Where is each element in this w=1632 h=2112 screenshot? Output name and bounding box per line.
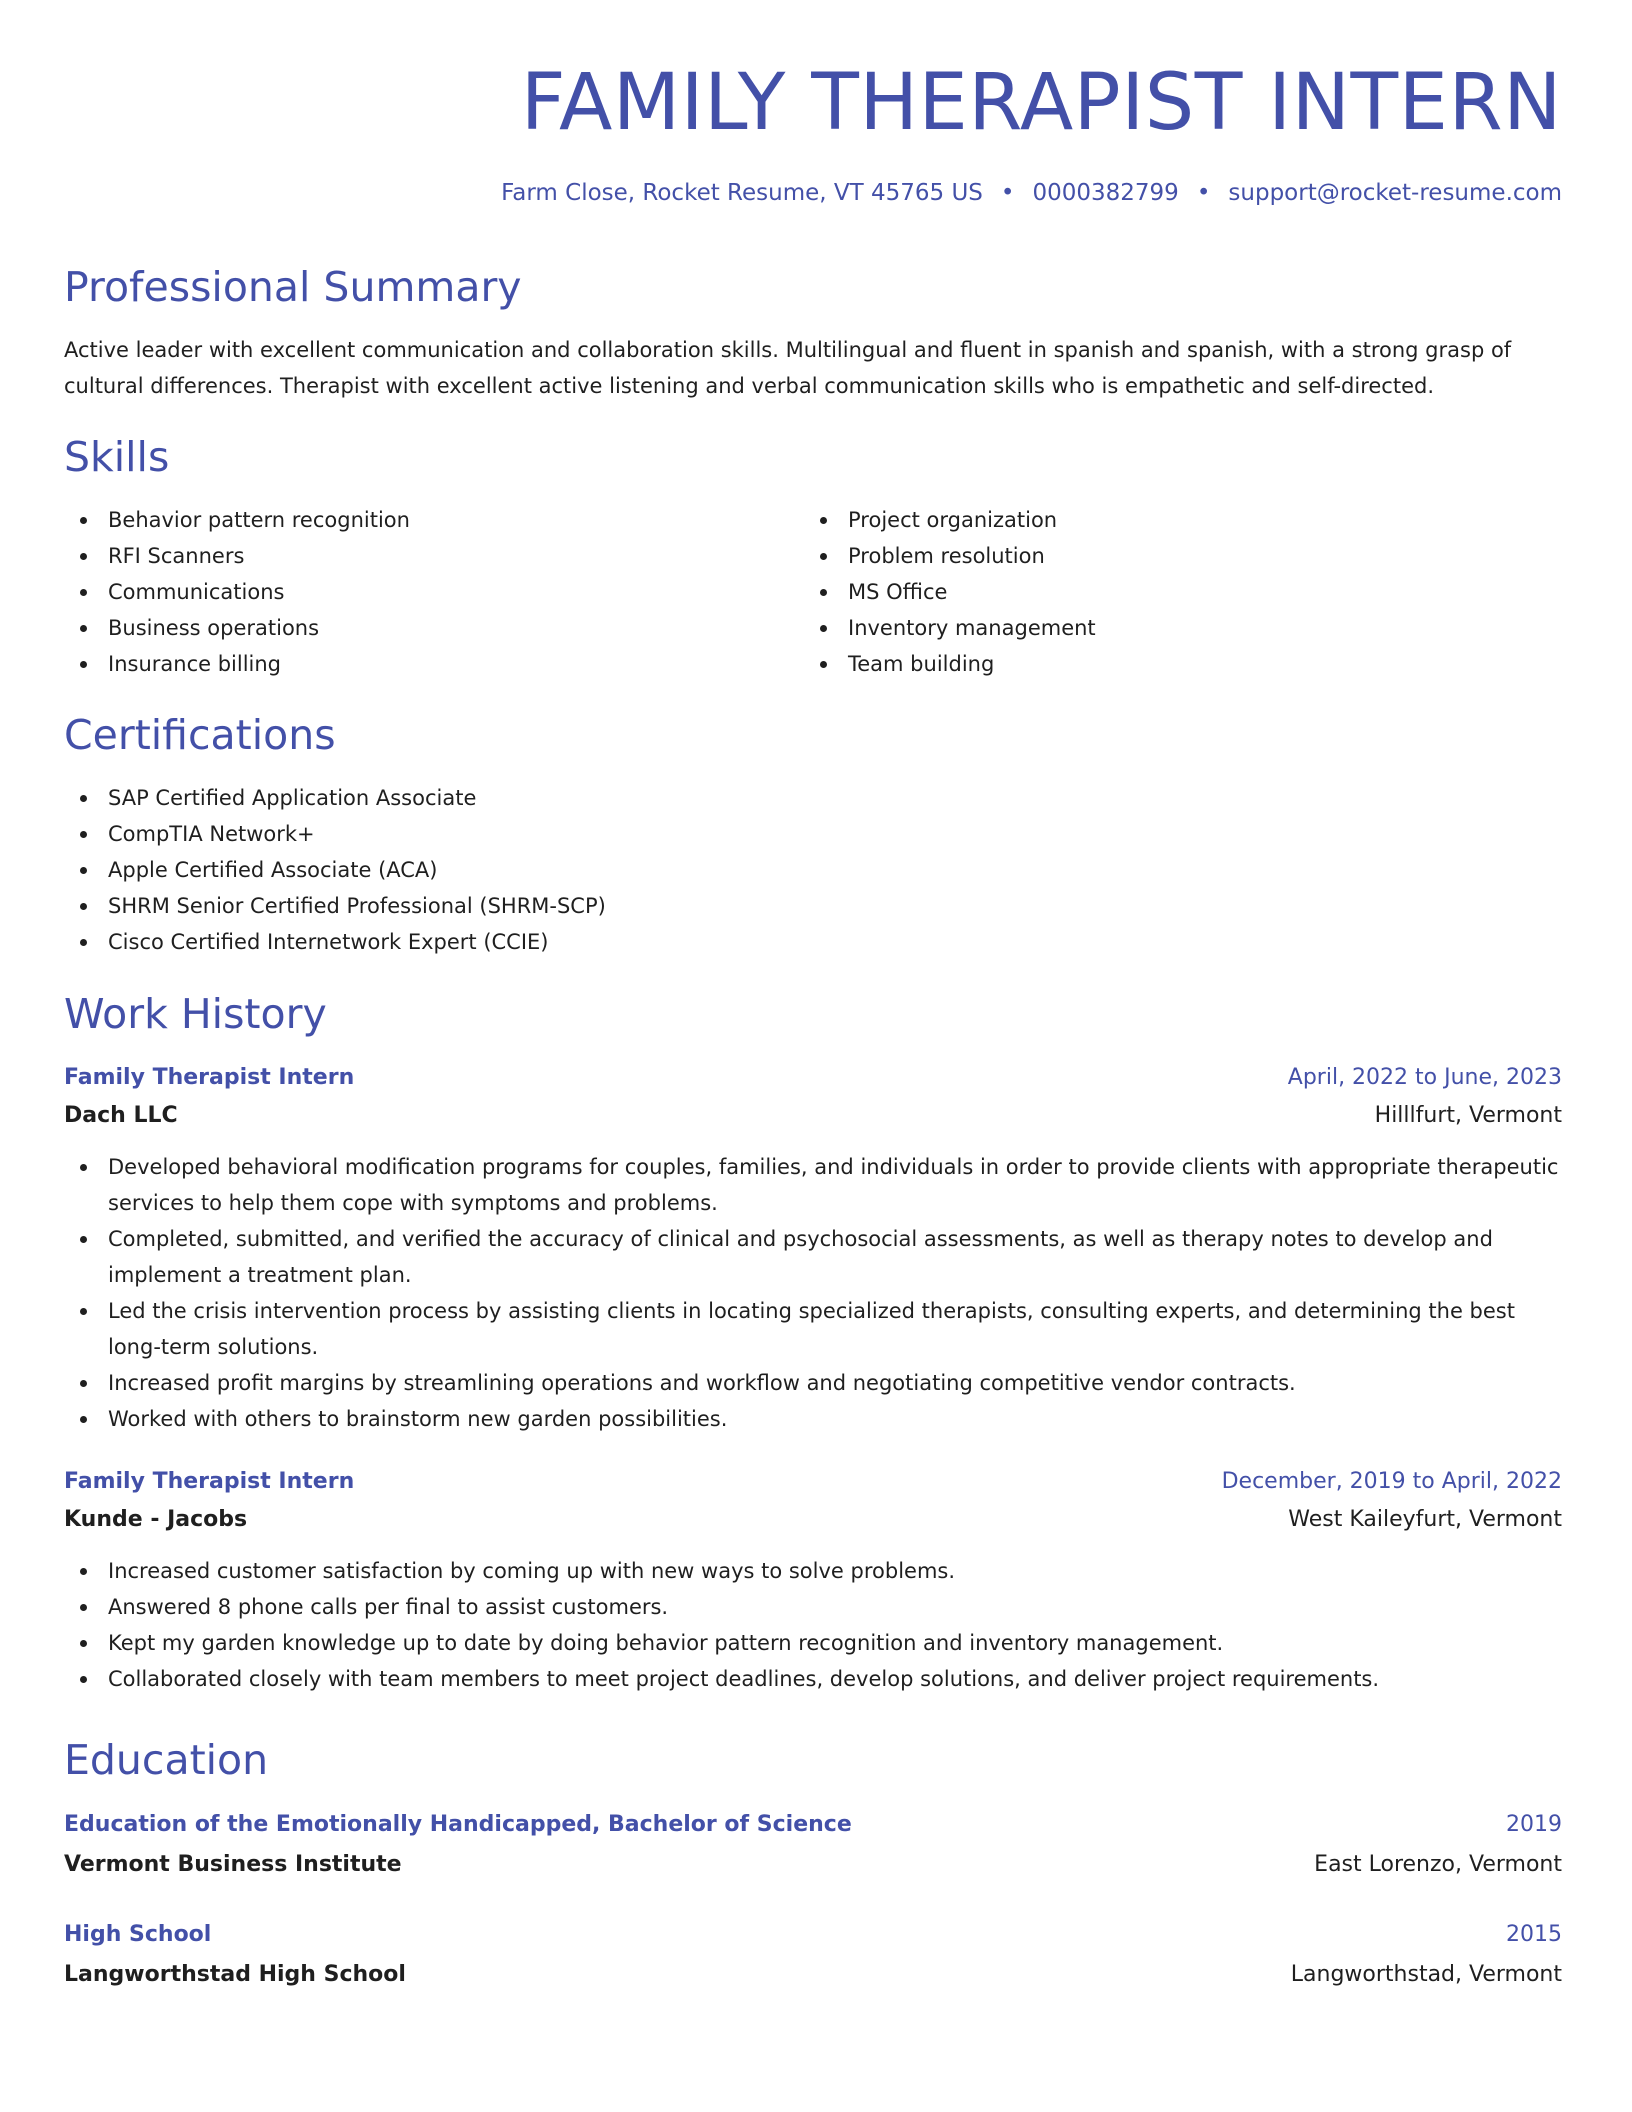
education-school-row bbox=[64, 1955, 1562, 1995]
skill-item: Project organization bbox=[804, 502, 1544, 538]
contact-address: Farm Close, Rocket Resume, VT 45765 US bbox=[501, 180, 983, 206]
skill-item: Inventory management bbox=[804, 610, 1544, 646]
job-title: Family Therapist Intern bbox=[64, 1469, 355, 1494]
resume-title: FAMILY THERAPIST INTERN bbox=[520, 58, 1562, 148]
certification-item: SAP Certified Application Associate bbox=[64, 780, 1562, 816]
skills-left-column bbox=[64, 502, 804, 682]
job-header-row bbox=[64, 1463, 1562, 1501]
job-title: Family Therapist Intern bbox=[64, 1065, 355, 1090]
summary-heading: Professional Summary bbox=[64, 263, 522, 311]
education-location: East Lorenzo, Vermont bbox=[1314, 1852, 1562, 1877]
education-section bbox=[64, 1735, 1562, 1995]
skills-heading: Skills bbox=[64, 433, 170, 481]
job-bullet: Developed behavioral modification programs for couples, families, and individuals in order to provide clients with appropriate therapeutic services to help them cope with symptoms and problems. bbox=[64, 1149, 1562, 1221]
job-location: Hilllfurt, Vermont bbox=[1374, 1103, 1562, 1128]
job-bullets bbox=[64, 1553, 1562, 1697]
education-header-row bbox=[64, 1915, 1562, 1955]
job-bullet: Answered 8 phone calls per final to assist customers. bbox=[64, 1589, 1562, 1625]
contact-phone[interactable]: 0000382799 bbox=[1032, 180, 1179, 206]
contact-separator: • bbox=[1196, 180, 1211, 206]
skills-grid bbox=[64, 502, 1562, 682]
education-location: Langworthstad, Vermont bbox=[1290, 1962, 1562, 1987]
education-year: 2019 bbox=[1506, 1812, 1562, 1837]
work-history-section bbox=[64, 989, 1562, 1697]
education-heading: Education bbox=[64, 1736, 269, 1784]
job-location: West Kaileyfurt, Vermont bbox=[1288, 1507, 1562, 1532]
work-history-heading: Work History bbox=[64, 990, 327, 1038]
job-dates: December, 2019 to April, 2022 bbox=[1221, 1469, 1562, 1494]
job-bullet: Worked with others to brainstorm new garden possibilities. bbox=[64, 1401, 1562, 1437]
skill-item: Problem resolution bbox=[804, 538, 1544, 574]
job-bullet: Completed, submitted, and verified the accuracy of clinical and psychosocial assessments, as well as therapy notes to develop and implement a treatment plan. bbox=[64, 1221, 1562, 1293]
job-bullet: Increased customer satisfaction by coming up with new ways to solve problems. bbox=[64, 1553, 1562, 1589]
contact-separator: • bbox=[1000, 180, 1015, 206]
summary-text: Active leader with excellent communication and collaboration skills. Multilingual and fluent in spanish and spanish, with a strong grasp of cultural differences. Therapist with excellent active listening and verbal communication skills who is empathetic and self-directed. bbox=[64, 338, 1512, 398]
skill-item: Insurance billing bbox=[64, 646, 804, 682]
job-bullet: Kept my garden knowledge up to date by doing behavior pattern recognition and inventory management. bbox=[64, 1625, 1562, 1661]
skill-item: Business operations bbox=[64, 610, 804, 646]
job-company-row bbox=[64, 1501, 1562, 1539]
education-header-row bbox=[64, 1805, 1562, 1845]
job-company: Dach LLC bbox=[64, 1103, 178, 1128]
job-header-row bbox=[64, 1059, 1562, 1097]
job-bullet: Increased profit margins by streamlining operations and workflow and negotiating competitive vendor contracts. bbox=[64, 1365, 1562, 1401]
job-bullets bbox=[64, 1149, 1562, 1437]
education-entry bbox=[64, 1805, 1562, 1885]
skills-right-list bbox=[804, 502, 1544, 682]
education-degree: High School bbox=[64, 1922, 212, 1947]
contact-email[interactable]: support@rocket-resume.com bbox=[1228, 180, 1562, 206]
job-entry bbox=[64, 1463, 1562, 1697]
education-entry bbox=[64, 1915, 1562, 1995]
job-bullet: Collaborated closely with team members to meet project deadlines, develop solutions, and deliver project requirements. bbox=[64, 1661, 1562, 1697]
resume-page bbox=[64, 0, 1562, 1987]
certification-item: Apple Certified Associate (ACA) bbox=[64, 852, 1562, 888]
skills-right-column bbox=[804, 502, 1544, 682]
skills-section bbox=[64, 432, 1562, 682]
contact-line bbox=[501, 178, 1562, 208]
job-bullet: Led the crisis intervention process by assisting clients in locating specialized therapists, consulting experts, and determining the best long-term solutions. bbox=[64, 1293, 1562, 1365]
certifications-heading: Certifications bbox=[64, 711, 336, 759]
skill-item: RFI Scanners bbox=[64, 538, 804, 574]
job-company-row bbox=[64, 1097, 1562, 1135]
skill-item: MS Office bbox=[804, 574, 1544, 610]
certifications-section bbox=[64, 710, 1562, 960]
certification-item: Cisco Certified Internetwork Expert (CCIE) bbox=[64, 924, 1562, 960]
certifications-list bbox=[64, 780, 1562, 960]
skill-item: Behavior pattern recognition bbox=[64, 502, 804, 538]
job-dates: April, 2022 to June, 2023 bbox=[1287, 1065, 1562, 1090]
skill-item: Communications bbox=[64, 574, 804, 610]
job-company: Kunde - Jacobs bbox=[64, 1507, 248, 1532]
job-entry bbox=[64, 1059, 1562, 1437]
education-school-row bbox=[64, 1845, 1562, 1885]
education-year: 2015 bbox=[1506, 1922, 1562, 1947]
education-degree: Education of the Emotionally Handicapped, Bachelor of Science bbox=[64, 1812, 852, 1837]
certification-item: CompTIA Network+ bbox=[64, 816, 1562, 852]
certification-item: SHRM Senior Certified Professional (SHRM-SCP) bbox=[64, 888, 1562, 924]
skill-item: Team building bbox=[804, 646, 1544, 682]
education-school: Langworthstad High School bbox=[64, 1962, 406, 1987]
education-school: Vermont Business Institute bbox=[64, 1852, 402, 1877]
summary-section bbox=[64, 262, 1562, 404]
skills-left-list bbox=[64, 502, 804, 682]
